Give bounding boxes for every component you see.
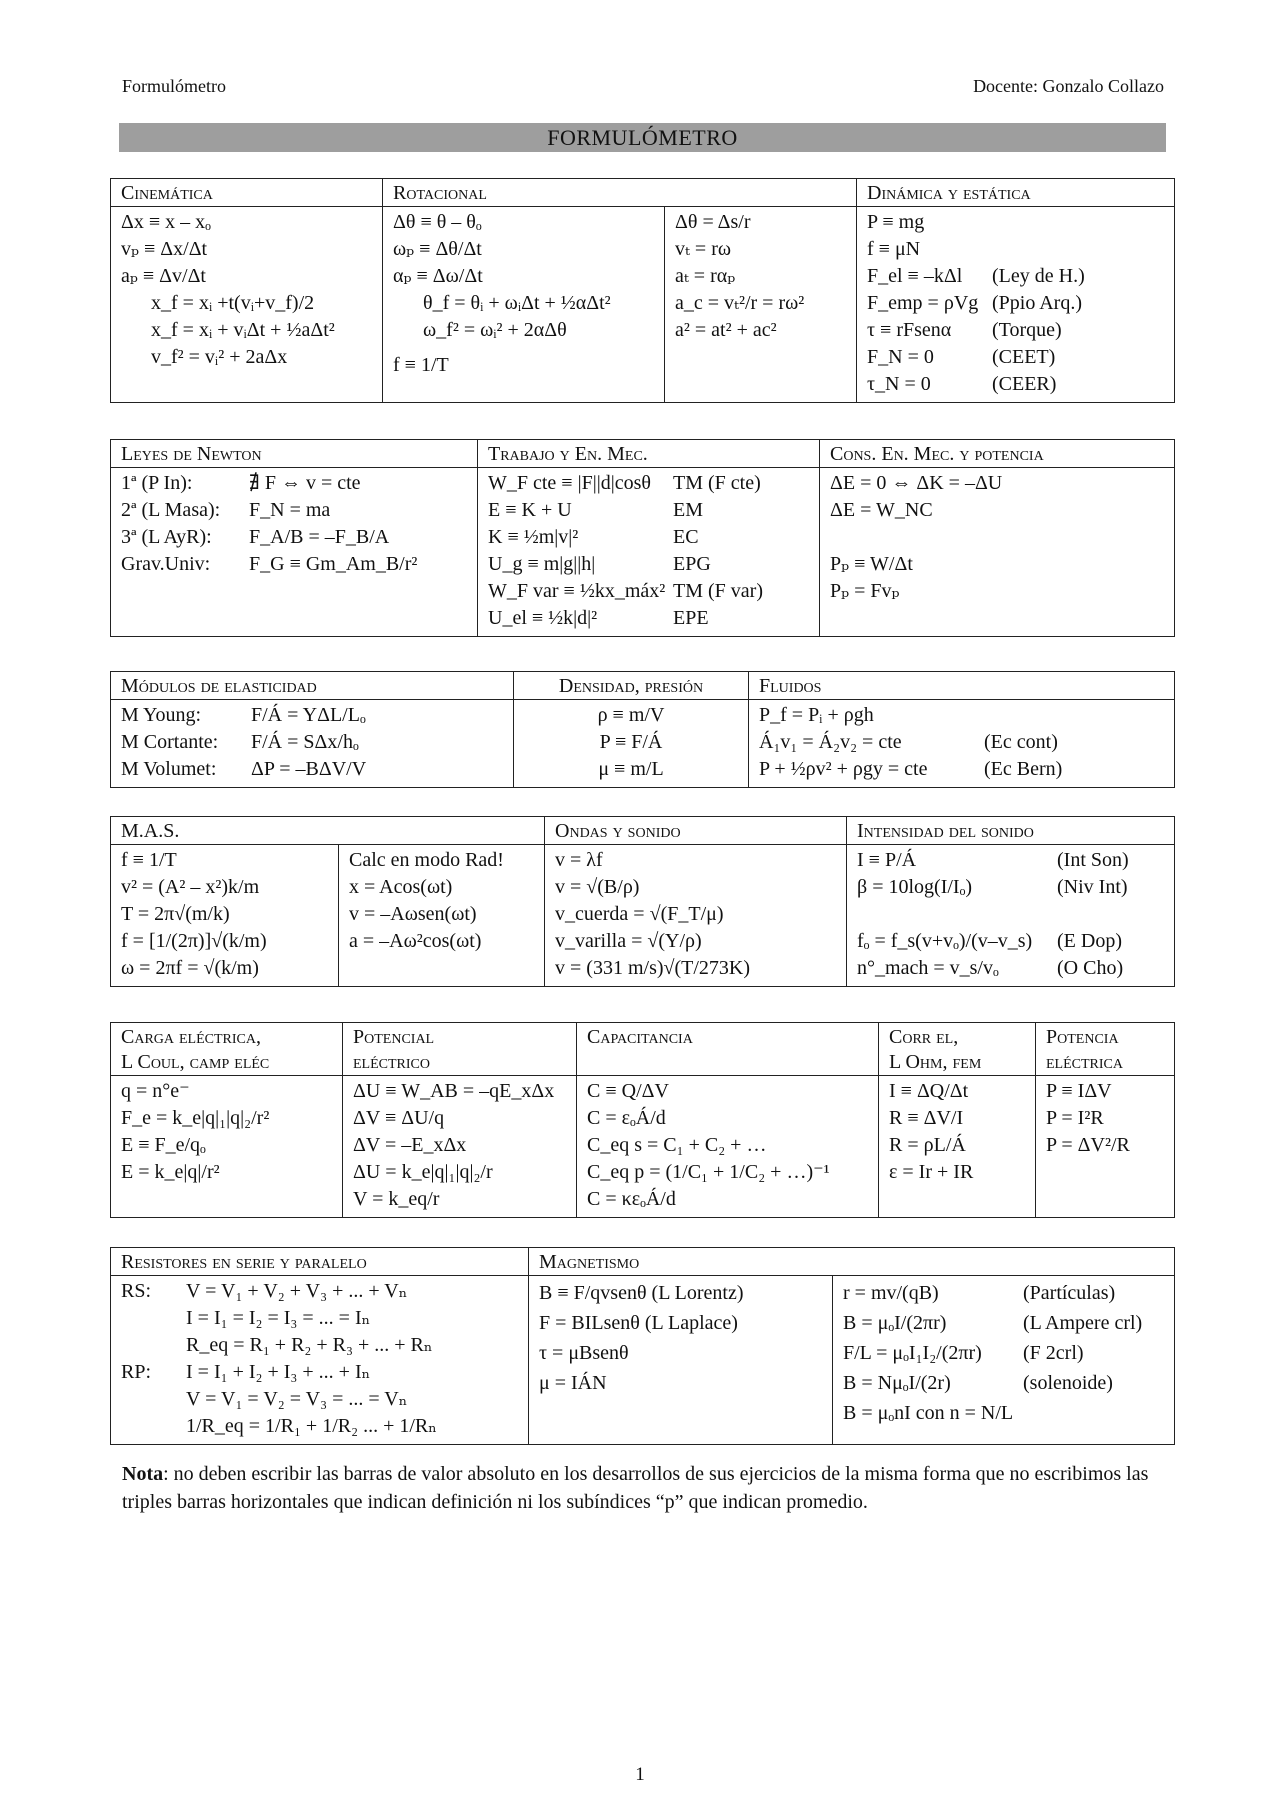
modulos-cell bbox=[111, 700, 514, 788]
formula-line: ω = 2πf = √(k/m) bbox=[121, 957, 259, 979]
newton-title: Leyes de Newton bbox=[111, 440, 478, 468]
formula-line: v_f² = vᵢ² + 2aΔx bbox=[151, 346, 288, 368]
formula-note: (E Dop) bbox=[1057, 930, 1122, 952]
formula-line: ω_f² = ωᵢ² + 2αΔθ bbox=[423, 319, 567, 341]
formula-line: v² = (A² – x²)k/m bbox=[121, 876, 260, 898]
mas-title: M.A.S. bbox=[111, 817, 545, 845]
newton-cell bbox=[111, 468, 478, 637]
formula-line: a_c = vₜ²/r = rω² bbox=[675, 292, 805, 314]
formula-note: (Ec Bern) bbox=[984, 758, 1063, 780]
formula-note: (CEET) bbox=[992, 346, 1056, 368]
formula: τ ≡ rFsenα bbox=[867, 319, 952, 341]
corriente-title-1: Corr el, bbox=[889, 1026, 959, 1048]
formula-line: ΔE = W_NC bbox=[830, 499, 933, 521]
formula: P ≡ mg bbox=[867, 211, 925, 233]
formula-line: μ ≡ m/L bbox=[598, 758, 664, 780]
resistores-cell bbox=[111, 1276, 529, 1445]
capacitancia-title-1: Capacitancia bbox=[587, 1026, 693, 1048]
formula-note: TM (F cte) bbox=[673, 472, 761, 494]
formula: W_F cte ≡ |F||d|cosθ bbox=[488, 472, 651, 494]
formula: τ_N = 0 bbox=[867, 373, 931, 395]
law-label: Grav.Univ: bbox=[121, 553, 211, 575]
formula: B = NμₒI/(2r) bbox=[843, 1372, 951, 1394]
formula-line: αₚ ≡ Δω/Δt bbox=[393, 265, 483, 287]
ondas-cell bbox=[545, 845, 847, 987]
formula-line: v_cuerda = √(F_T/μ) bbox=[555, 903, 724, 925]
formula-line: C ≡ Q/ΔV bbox=[587, 1080, 669, 1102]
table-newton-trabajo-conservacion bbox=[110, 439, 1175, 637]
formula-line: v = λf bbox=[555, 849, 603, 871]
formula-line: Pₚ ≡ W/Δt bbox=[830, 553, 913, 575]
law-label: 1ª (P In): bbox=[121, 472, 193, 494]
formula: I = I₁ = I₂ = I₃ = ... = Iₙ bbox=[186, 1307, 371, 1329]
header-left: Formulómetro bbox=[122, 76, 226, 96]
rotacional-title: Rotacional bbox=[383, 179, 857, 207]
formula-note: (Partículas) bbox=[1023, 1282, 1116, 1304]
magnetismo-title: Magnetismo bbox=[529, 1248, 1175, 1276]
formula: F_el ≡ –kΔl bbox=[867, 265, 963, 287]
formula: B = μₒI/(2πr) bbox=[843, 1312, 947, 1334]
formula-line: C = κεₒÁ/d bbox=[587, 1188, 676, 1210]
trabajo-cell bbox=[478, 468, 820, 637]
formula-note: (L Ampere crl) bbox=[1023, 1312, 1143, 1334]
formula: F/Á = YΔL/Lₒ bbox=[251, 704, 366, 726]
formula-line: f ≡ 1/T bbox=[393, 354, 449, 376]
formula-line: ΔU = k_e|q|₁|q|₂/r bbox=[353, 1161, 493, 1183]
corriente-cell bbox=[879, 1076, 1036, 1218]
densidad-title: Densidad, presión bbox=[514, 672, 749, 700]
formula-line: a = –Aω²cos(ωt) bbox=[349, 930, 482, 952]
formula-note: EM bbox=[673, 499, 703, 521]
formula: ΔP = –BΔV/V bbox=[251, 758, 367, 780]
potencia-title-2: eléctrica bbox=[1046, 1051, 1123, 1073]
potencia-cell bbox=[1036, 1076, 1175, 1218]
formula-line: ΔV = –E_xΔx bbox=[353, 1134, 467, 1156]
page-number: 1 bbox=[635, 1764, 645, 1785]
formula-line: C = εₒÁ/d bbox=[587, 1107, 666, 1129]
formula-line: Pₚ = Fvₚ bbox=[830, 580, 900, 602]
formula-line: R = ρL/Á bbox=[889, 1134, 966, 1156]
dinamica-cell bbox=[857, 207, 1175, 403]
potencial-title bbox=[343, 1023, 577, 1076]
formula-line: v = √(B/ρ) bbox=[555, 876, 640, 898]
conservacion-cell bbox=[820, 468, 1175, 637]
header-right: Docente: Gonzalo Collazo bbox=[973, 76, 1164, 96]
conservacion-title: Cons. En. Mec. y potencia bbox=[820, 440, 1175, 468]
formula: R_eq = R₁ + R₂ + R₃ + ... + Rₙ bbox=[186, 1334, 433, 1356]
table-mas-ondas-intensidad bbox=[110, 816, 1175, 987]
intensidad-title: Intensidad del sonido bbox=[847, 817, 1175, 845]
mas-cell-1 bbox=[111, 845, 339, 987]
mas-cell-2 bbox=[339, 845, 545, 987]
formula: F_N = 0 bbox=[867, 346, 934, 368]
capacitancia-title bbox=[577, 1023, 879, 1076]
trabajo-title: Trabajo y En. Mec. bbox=[478, 440, 820, 468]
formula: Á₁v₁ = Á₂v₂ = cte bbox=[759, 731, 902, 753]
formula-line: ΔE = 0 ⇔ ΔK = –ΔU bbox=[830, 472, 1003, 494]
formula-line: x = Acos(ωt) bbox=[349, 876, 453, 898]
formula-note: (Ec cont) bbox=[984, 731, 1058, 753]
formula: V = V₁ = V₂ = V₃ = ... = Vₙ bbox=[186, 1388, 408, 1410]
formula-line: I ≡ ΔQ/Δt bbox=[889, 1080, 969, 1102]
circuit-label: RS: bbox=[121, 1280, 152, 1302]
formula: F_N = ma bbox=[249, 499, 331, 521]
formula-line: x_f = xᵢ +t(vᵢ+v_f)/2 bbox=[151, 292, 315, 314]
formula-line: f ≡ 1/T bbox=[121, 849, 177, 871]
formula-note: EPG bbox=[673, 553, 711, 575]
formula-line: τ = μBsenθ bbox=[539, 1342, 629, 1364]
table-elasticidad-densidad-fluidos bbox=[110, 671, 1175, 788]
magnetismo-cell-2 bbox=[833, 1276, 1175, 1445]
formula-line: v = (331 m/s)√(T/273K) bbox=[555, 957, 751, 979]
carga-cell bbox=[111, 1076, 343, 1218]
carga-title bbox=[111, 1023, 343, 1076]
potencia-title-1: Potencia bbox=[1046, 1026, 1119, 1048]
formula-note: (Ppio Arq.) bbox=[992, 292, 1082, 314]
rotacional-cell-2 bbox=[665, 207, 857, 403]
formula-line: Δx ≡ x – xₒ bbox=[121, 211, 211, 233]
law-label: 3ª (L AyR): bbox=[121, 526, 212, 548]
intensidad-cell bbox=[847, 845, 1175, 987]
formula-note: (Torque) bbox=[992, 319, 1062, 341]
formula-note: TM (F var) bbox=[673, 580, 763, 602]
formula-line: R ≡ ΔV/I bbox=[889, 1107, 964, 1129]
ondas-title: Ondas y sonido bbox=[545, 817, 847, 845]
page-title: FORMULÓMETRO bbox=[119, 123, 1166, 152]
formula-line: Δθ ≡ θ – θₒ bbox=[393, 211, 482, 233]
corriente-title-2: L Ohm, fem bbox=[889, 1051, 982, 1073]
formula: F_G ≡ Gm_Am_B/r² bbox=[249, 553, 418, 575]
formula-note: (solenoide) bbox=[1023, 1372, 1113, 1394]
formula-note: (Ley de H.) bbox=[992, 265, 1085, 287]
dinamica-title: Dinámica y estática bbox=[857, 179, 1175, 207]
formula-line: F_e = k_e|q|₁|q|₂/r² bbox=[121, 1107, 270, 1129]
formula-line: x_f = xᵢ + vᵢΔt + ½aΔt² bbox=[151, 319, 335, 341]
circuit-label: RP: bbox=[121, 1361, 152, 1383]
cinematica-cell bbox=[111, 207, 383, 403]
potencial-title-1: Potencial bbox=[353, 1026, 435, 1048]
formula: n°_mach = v_s/vₒ bbox=[857, 957, 999, 979]
formula-line: ΔV ≡ ΔU/q bbox=[353, 1107, 445, 1129]
fluidos-title: Fluidos bbox=[749, 672, 1175, 700]
formula-line: P ≡ F/Á bbox=[599, 731, 663, 753]
formula-line: E = k_e|q|/r² bbox=[121, 1161, 220, 1183]
formula: V = V₁ + V₂ + V₃ + ... + Vₙ bbox=[186, 1280, 408, 1302]
table-resistores-magnetismo bbox=[110, 1247, 1175, 1445]
formula-line: P = I²R bbox=[1046, 1107, 1104, 1129]
formula: B = μₒnI con n = N/L bbox=[843, 1402, 1014, 1424]
footnote-label: Nota bbox=[122, 1463, 164, 1485]
densidad-cell bbox=[514, 700, 749, 788]
formula-line: T = 2π√(m/k) bbox=[121, 903, 230, 925]
formula-line: ΔU ≡ W_AB = –qE_xΔx bbox=[353, 1080, 555, 1102]
module-label: M Volumet: bbox=[121, 758, 217, 780]
formula-note: (CEER) bbox=[992, 373, 1057, 395]
potencial-cell bbox=[343, 1076, 577, 1218]
formula: E ≡ K + U bbox=[488, 499, 572, 521]
formula-line: aₚ ≡ Δv/Δt bbox=[121, 265, 206, 287]
formula-line: Δθ = Δs/r bbox=[675, 211, 751, 233]
formula: β = 10log(I/Iₒ) bbox=[857, 876, 972, 898]
law-label: 2ª (L Masa): bbox=[121, 499, 221, 521]
potencial-title-2: eléctrico bbox=[353, 1051, 430, 1073]
module-label: M Young: bbox=[121, 704, 202, 726]
formula: F_A/B = –F_B/A bbox=[249, 526, 390, 548]
carga-title-2: L Coul, camp eléc bbox=[121, 1051, 270, 1073]
formula-note: (Int Son) bbox=[1057, 849, 1129, 871]
footnote bbox=[122, 1460, 1182, 1516]
formula: F/Á = SΔx/hₒ bbox=[251, 731, 359, 753]
carga-title-1: Carga eléctrica, bbox=[121, 1026, 262, 1048]
formula-line: v_varilla = √(Y/ρ) bbox=[555, 930, 702, 952]
magnetismo-cell-1 bbox=[529, 1276, 833, 1445]
formula-line: Calc en modo Rad! bbox=[349, 849, 504, 871]
spacer bbox=[857, 901, 1164, 928]
formula-line: v = –Aωsen(ωt) bbox=[349, 903, 477, 925]
formula-line: C_eq p = (1/C₁ + 1/C₂ + …)⁻¹ bbox=[587, 1161, 830, 1183]
footnote-text: : no deben escribir las barras de valor absoluto en los desarrollos de sus ejercicios de la misma forma que no escribimos las triples barras horizontales que indican definición ni los subíndices “p” que indican promedio. bbox=[122, 1463, 1149, 1513]
formula-line: μ = IÁN bbox=[539, 1372, 607, 1394]
formula: r = mv/(qB) bbox=[843, 1282, 939, 1304]
formula: ∄ F ⇔ v = cte bbox=[249, 472, 361, 494]
capacitancia-cell bbox=[577, 1076, 879, 1218]
formula-line: ρ ≡ m/V bbox=[597, 704, 665, 726]
potencia-title bbox=[1036, 1023, 1175, 1076]
formula: W_F var ≡ ½kx_máx² bbox=[488, 580, 666, 602]
formula: I = I₁ + I₂ + I₃ + ... + Iₙ bbox=[186, 1361, 371, 1383]
formula: 1/R_eq = 1/R₁ + 1/R₂ ... + 1/Rₙ bbox=[186, 1415, 437, 1437]
formula-note: (Niv Int) bbox=[1057, 876, 1128, 898]
formula-line: C_eq s = C₁ + C₂ + … bbox=[587, 1134, 767, 1156]
formula-line: θ_f = θᵢ + ωᵢΔt + ½αΔt² bbox=[423, 292, 611, 314]
rotacional-cell-1 bbox=[383, 207, 665, 403]
formula: P + ½ρv² + ρgy = cte bbox=[759, 758, 928, 780]
formula: U_el ≡ ½k|d|² bbox=[488, 607, 598, 629]
formula-line: B ≡ F/qvsenθ (L Lorentz) bbox=[539, 1282, 744, 1304]
formula-line: vₚ ≡ Δx/Δt bbox=[121, 238, 208, 260]
spacer bbox=[830, 524, 1164, 551]
table-electricidad bbox=[110, 1022, 1175, 1218]
module-label: M Cortante: bbox=[121, 731, 219, 753]
formula: F_emp = ρVg bbox=[867, 292, 979, 314]
formula-line: F = BILsenθ (L Laplace) bbox=[539, 1312, 738, 1334]
formula-line: a² = at² + ac² bbox=[675, 319, 777, 341]
formula-note: (F 2crl) bbox=[1023, 1342, 1084, 1364]
formula-note: EPE bbox=[673, 607, 709, 629]
table-cinematica-rotacional-dinamica bbox=[110, 178, 1175, 403]
formula: P_f = Pᵢ + ρgh bbox=[759, 704, 874, 726]
formula-line: f = [1/(2π)]√(k/m) bbox=[121, 930, 267, 952]
formula-line: q = n°e⁻ bbox=[121, 1080, 190, 1102]
formula: I ≡ P/Á bbox=[857, 849, 917, 871]
formula-line: vₜ = rω bbox=[675, 238, 732, 260]
formula: K ≡ ½m|v|² bbox=[488, 526, 579, 548]
modulos-title: Módulos de elasticidad bbox=[111, 672, 514, 700]
formula-line: V = k_eq/r bbox=[353, 1188, 440, 1210]
formula-note: (O Cho) bbox=[1057, 957, 1124, 979]
formula: F/L = μₒI₁I₂/(2πr) bbox=[843, 1342, 982, 1364]
cinematica-title: Cinemática bbox=[111, 179, 383, 207]
formula-line: E ≡ F_e/qₒ bbox=[121, 1134, 206, 1156]
formula-line: P = ΔV²/R bbox=[1046, 1134, 1130, 1156]
formula: U_g ≡ m|g||h| bbox=[488, 553, 596, 575]
formula-line: P ≡ IΔV bbox=[1046, 1080, 1112, 1102]
formula: fₒ = f_s(v+vₒ)/(v–v_s) bbox=[857, 930, 1033, 952]
corriente-title bbox=[879, 1023, 1036, 1076]
formula-line: aₜ = rαₚ bbox=[675, 265, 736, 287]
formula: f ≡ μN bbox=[867, 238, 921, 260]
fluidos-cell bbox=[749, 700, 1175, 788]
formula-line: ωₚ ≡ Δθ/Δt bbox=[393, 238, 482, 260]
resistores-title: Resistores en serie y paralelo bbox=[111, 1248, 529, 1276]
formula-note: EC bbox=[673, 526, 699, 548]
formula-line: ε = Ir + IR bbox=[889, 1161, 974, 1183]
